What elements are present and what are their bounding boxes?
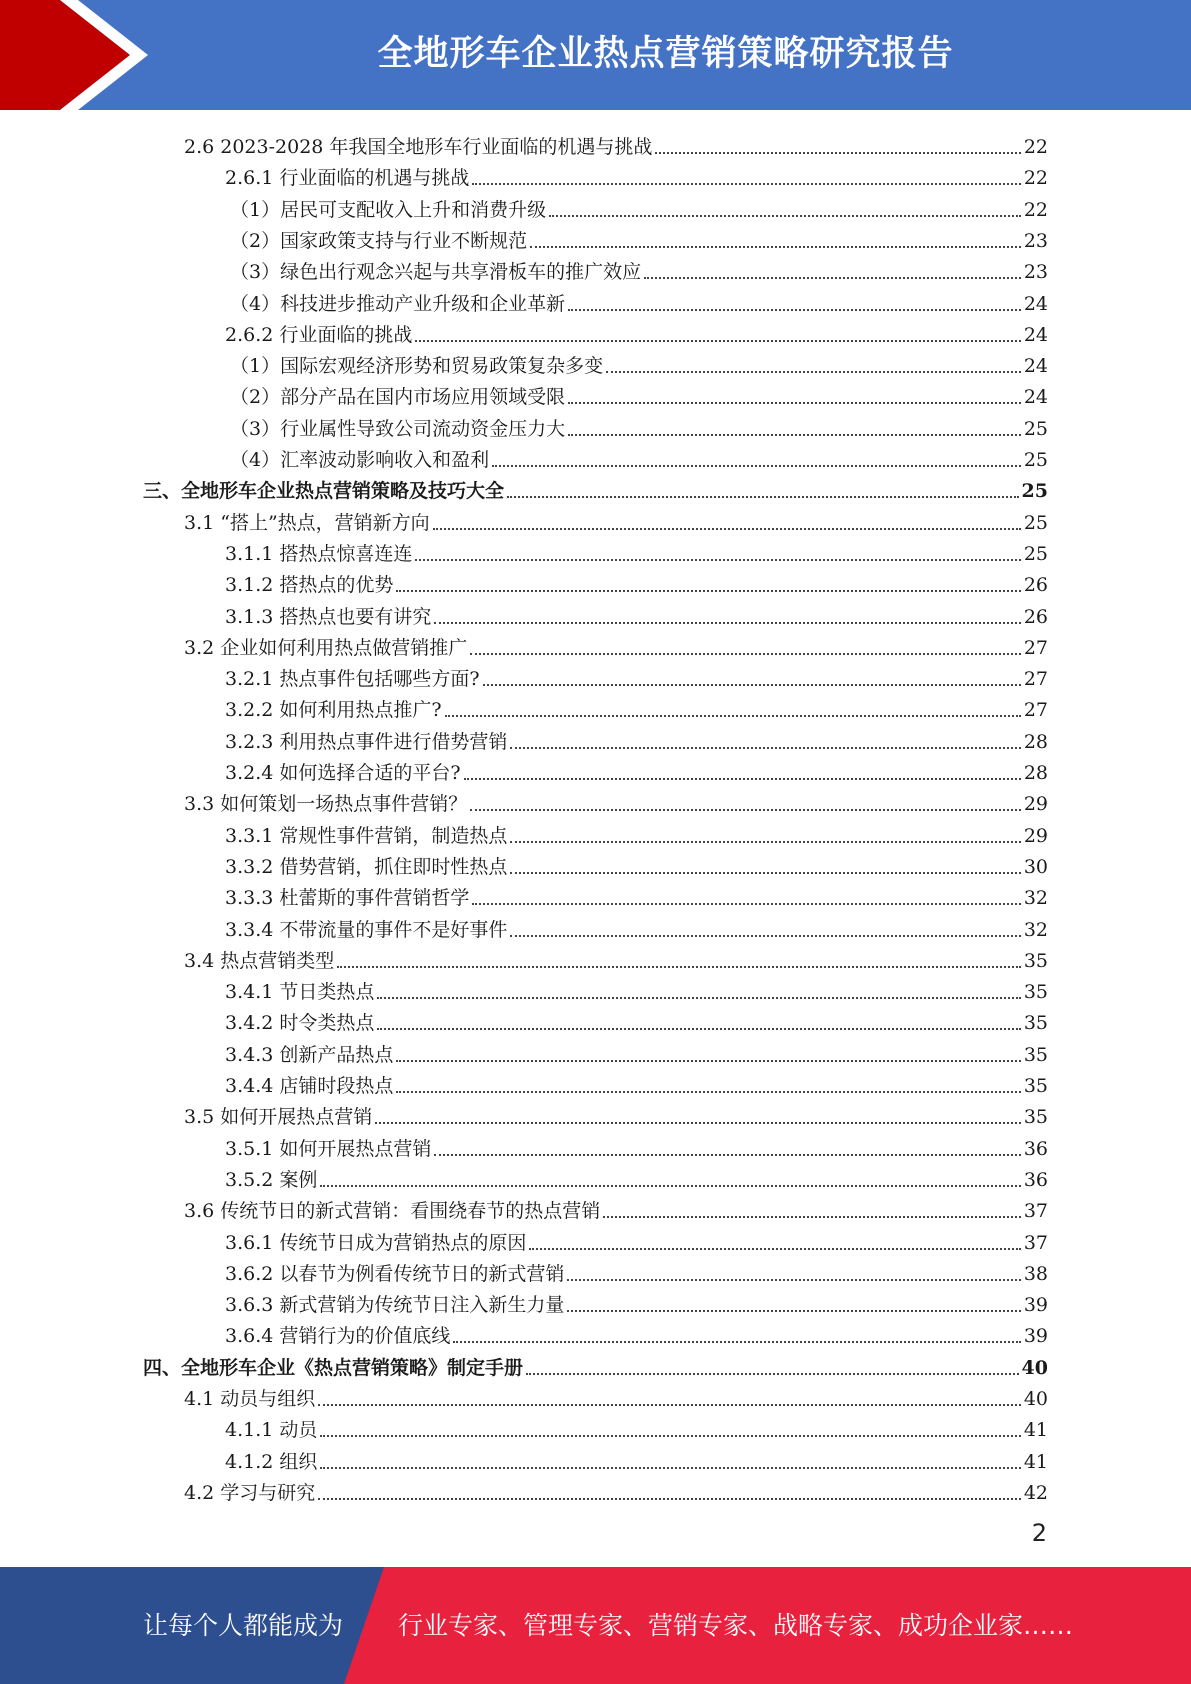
toc-entry[interactable] [184,504,1048,535]
toc-entry-page: 37 [1023,1200,1048,1222]
toc-entry-title: 3.2.2 如何利用热点推广? [225,699,442,721]
toc-entry[interactable] [230,253,1048,284]
toc-entry[interactable] [184,785,1048,816]
toc-entry-title: （4）科技进步推动产业升级和企业革新 [230,293,566,315]
toc-entry[interactable] [230,441,1048,472]
toc-entry-page: 25 [1023,418,1048,440]
toc-entry-page: 23 [1023,230,1048,252]
toc-entry-page: 35 [1023,1106,1048,1128]
toc-dot-leader [318,1498,1021,1500]
toc-entry-title: （2）国家政策支持与行业不断规范 [230,230,528,252]
toc-entry[interactable] [225,1411,1048,1442]
toc-entry-page: 32 [1023,919,1048,941]
footer-slogan-right: 行业专家、管理专家、营销专家、战略专家、成功企业家…… [398,1611,1074,1640]
toc-dot-leader [483,684,1021,686]
toc-entry-title: 4.1.1 动员 [225,1419,318,1441]
toc-dot-leader [320,1467,1020,1469]
toc-entry[interactable] [225,660,1048,691]
toc-entry-title: 3.6.3 新式营销为传统节日注入新生力量 [225,1294,565,1316]
toc-entry[interactable] [225,848,1048,879]
toc-entry[interactable] [230,222,1048,253]
toc-entry-page: 27 [1023,699,1048,721]
toc-dot-leader [464,778,1021,780]
toc-entry[interactable] [143,472,1048,503]
toc-dot-leader [568,309,1021,311]
toc-entry-page: 24 [1023,355,1048,377]
toc-entry[interactable] [225,879,1048,910]
page-header [0,0,1191,110]
header-arrow-decoration [0,0,200,110]
toc-dot-leader [567,1310,1020,1312]
toc-entry-page: 30 [1023,856,1048,878]
toc-entry-title: 3.4.4 店铺时段热点 [225,1075,394,1097]
toc-entry-page: 25 [1023,449,1048,471]
toc-entry-title: 3.1.1 搭热点惊喜连连 [225,543,413,565]
toc-entry-page: 35 [1023,950,1048,972]
toc-dot-leader [606,371,1021,373]
toc-entry[interactable] [225,1224,1048,1255]
footer-slogan-left: 让每个人都能成为 [143,1611,344,1640]
toc-dot-leader [644,277,1021,279]
toc-entry-page: 35 [1023,981,1048,1003]
toc-dot-leader [337,966,1021,968]
toc-entry[interactable] [225,723,1048,754]
toc-dot-leader [434,622,1020,624]
toc-entry-page: 25 [1023,543,1048,565]
toc-entry-page: 29 [1023,825,1048,847]
toc-entry[interactable] [225,535,1048,566]
toc-entry-title: 3.6.2 以春节为例看传统节日的新式营销 [225,1263,565,1285]
toc-dot-leader [445,715,1021,717]
toc-entry-page: 26 [1023,606,1048,628]
toc-dot-leader [510,747,1020,749]
toc-dot-leader [526,1373,1019,1375]
toc-entry-page: 38 [1023,1263,1048,1285]
toc-entry-page: 24 [1023,386,1048,408]
toc-entry[interactable] [184,1098,1048,1129]
toc-entry[interactable] [184,1474,1048,1505]
toc-dot-leader [377,997,1020,999]
toc-dot-leader [492,465,1021,467]
toc-entry-page: 41 [1023,1419,1048,1441]
toc-entry-page: 22 [1023,136,1048,158]
toc-entry-title: 3.4 热点营销类型 [184,950,335,972]
toc-entry-page: 29 [1023,793,1048,815]
toc-entry-title: 3.1.2 搭热点的优势 [225,574,394,596]
toc-entry-title: （3）行业属性导致公司流动资金压力大 [230,418,566,440]
toc-entry-title: 3.6.4 营销行为的价值底线 [225,1325,451,1347]
toc-entry-page: 26 [1023,574,1048,596]
toc-entry[interactable] [225,973,1048,1004]
toc-dot-leader [415,340,1020,342]
toc-entry-title: 3.5.1 如何开展热点营销 [225,1138,432,1160]
toc-entry-page: 22 [1023,199,1048,221]
toc-entry-title: 2.6.1 行业面临的机遇与挑战 [225,167,470,189]
toc-entry[interactable] [225,691,1048,722]
toc-entry-page: 32 [1023,887,1048,909]
toc-entry[interactable] [225,754,1048,785]
toc-entry-title: 三、全地形车企业热点营销策略及技巧大全 [143,480,505,502]
toc-entry[interactable] [225,1067,1048,1098]
toc-dot-leader [396,1060,1020,1062]
toc-entry-title: 3.5 如何开展热点营销 [184,1106,373,1128]
toc-entry-page: 27 [1023,637,1048,659]
toc-dot-leader [510,872,1020,874]
toc-entry[interactable] [230,191,1048,222]
toc-entry-page: 28 [1023,762,1048,784]
toc-entry-title: 3.3 如何策划一场热点事件营销？ [184,793,468,815]
toc-dot-leader [529,1248,1020,1250]
toc-entry[interactable] [230,347,1048,378]
toc-dot-leader [320,1185,1020,1187]
toc-entry[interactable] [225,1443,1048,1474]
toc-dot-leader [655,152,1020,154]
toc-dot-leader [318,1404,1021,1406]
toc-entry-title: 3.6.1 传统节日成为营销热点的原因 [225,1232,527,1254]
toc-entry-title: 3.1 “搭上”热点，营销新方向 [184,512,430,534]
toc-dot-leader [375,1122,1021,1124]
toc-dot-leader [472,183,1020,185]
toc-entry-page: 25 [1021,480,1048,502]
toc-entry-page: 39 [1023,1325,1048,1347]
toc-entry-title: 2.6 2023-2028 年我国全地形车行业面临的机遇与挑战 [184,136,653,158]
toc-entry-page: 24 [1023,324,1048,346]
toc-entry-title: 3.4.1 节日类热点 [225,981,375,1003]
toc-entry-page: 42 [1023,1482,1048,1504]
toc-entry-title: （1）国际宏观经济形势和贸易政策复杂多变 [230,355,604,377]
toc-entry-title: 3.4.2 时令类热点 [225,1012,375,1034]
toc-dot-leader [453,1341,1020,1343]
page-footer [0,1567,1191,1684]
toc-entry-page: 36 [1023,1169,1048,1191]
toc-entry-title: 2.6.2 行业面临的挑战 [225,324,413,346]
toc-dot-leader [434,1154,1020,1156]
toc-entry-title: （3）绿色出行观念兴起与共享滑板车的推广效应 [230,261,642,283]
toc-entry-title: 3.2 企业如何利用热点做营销推广 [184,637,468,659]
toc-entry[interactable] [225,159,1048,190]
toc-dot-leader [510,841,1020,843]
toc-entry[interactable] [225,1317,1048,1348]
toc-entry[interactable] [225,598,1048,629]
toc-entry-page: 28 [1023,731,1048,753]
toc-dot-leader [377,1028,1020,1030]
toc-entry-title: 四、全地形车企业《热点营销策略》制定手册 [143,1357,524,1379]
toc-entry-page: 27 [1023,668,1048,690]
toc-entry[interactable] [230,285,1048,316]
toc-entry-page: 35 [1023,1012,1048,1034]
toc-entry-title: 3.4.3 创新产品热点 [225,1044,394,1066]
toc-dot-leader [603,1216,1021,1218]
toc-dot-leader [530,246,1021,248]
toc-entry-title: 3.3.1 常规性事件营销，制造热点 [225,825,508,847]
toc-entry[interactable] [230,378,1048,409]
toc-entry[interactable] [225,1130,1048,1161]
toc-entry-title: 3.3.3 杜蕾斯的事件营销哲学 [225,887,470,909]
toc-dot-leader [320,1435,1020,1437]
page-number: 2 [1031,1519,1047,1547]
toc-entry-page: 35 [1023,1044,1048,1066]
report-title: 全地形车企业热点营销策略研究报告 [377,34,954,74]
toc-entry-page: 37 [1023,1232,1048,1254]
toc-entry-title: （1）居民可支配收入上升和消费升级 [230,199,547,221]
toc-dot-leader [415,559,1020,561]
toc-dot-leader [549,215,1021,217]
toc-entry[interactable] [230,410,1048,441]
toc-dot-leader [433,528,1021,530]
toc-entry[interactable] [225,911,1048,942]
toc-entry[interactable] [184,1192,1048,1223]
toc-dot-leader [510,935,1020,937]
toc-entry-title: 3.6 传统节日的新式营销：看围绕春节的热点营销 [184,1200,601,1222]
toc-entry-title: 3.3.4 不带流量的事件不是好事件 [225,919,508,941]
toc-entry-title: 3.2.1 热点事件包括哪些方面? [225,668,480,690]
toc-entry[interactable] [184,942,1048,973]
toc-dot-leader [396,1091,1020,1093]
toc-entry[interactable] [225,1286,1048,1317]
toc-dot-leader [568,434,1021,436]
toc-entry-title: 3.3.2 借势营销，抓住即时性热点 [225,856,508,878]
toc-dot-leader [396,590,1020,592]
toc-entry[interactable] [184,128,1048,159]
toc-entry-page: 23 [1023,261,1048,283]
toc-entry-page: 39 [1023,1294,1048,1316]
toc-entry[interactable] [225,817,1048,848]
toc-entry-title: （2）部分产品在国内市场应用领域受限 [230,386,566,408]
toc-dot-leader [470,809,1021,811]
toc-entry[interactable] [225,316,1048,347]
toc-entry[interactable] [225,566,1048,597]
toc-entry[interactable] [225,1004,1048,1035]
toc-entry[interactable] [225,1161,1048,1192]
toc-entry[interactable] [143,1349,1048,1380]
toc-entry[interactable] [184,1380,1048,1411]
toc-entry-title: 4.1 动员与组织 [184,1388,316,1410]
toc-entry[interactable] [184,629,1048,660]
toc-entry-page: 35 [1023,1075,1048,1097]
toc-dot-leader [567,1279,1020,1281]
toc-entry[interactable] [225,1036,1048,1067]
toc-entry-page: 41 [1023,1451,1048,1473]
toc-entry-page: 25 [1023,512,1048,534]
toc-entry-title: 4.2 学习与研究 [184,1482,316,1504]
toc-entry-title: （4）汇率波动影响收入和盈利 [230,449,490,471]
toc-entry-page: 40 [1023,1388,1048,1410]
toc-entry-page: 40 [1021,1357,1048,1379]
toc-dot-leader [472,903,1020,905]
toc-entry-page: 36 [1023,1138,1048,1160]
toc-entry-title: 3.5.2 案例 [225,1169,318,1191]
toc-entry-page: 24 [1023,293,1048,315]
toc-entry-title: 3.1.3 搭热点也要有讲究 [225,606,432,628]
toc-dot-leader [568,402,1021,404]
toc-entry-title: 3.2.4 如何选择合适的平台? [225,762,461,784]
toc-entry-title: 3.2.3 利用热点事件进行借势营销 [225,731,508,753]
toc-entry[interactable] [225,1255,1048,1286]
toc-dot-leader [507,496,1019,498]
toc-entry-page: 22 [1023,167,1048,189]
toc-entry-title: 4.1.2 组织 [225,1451,318,1473]
toc-dot-leader [470,653,1021,655]
